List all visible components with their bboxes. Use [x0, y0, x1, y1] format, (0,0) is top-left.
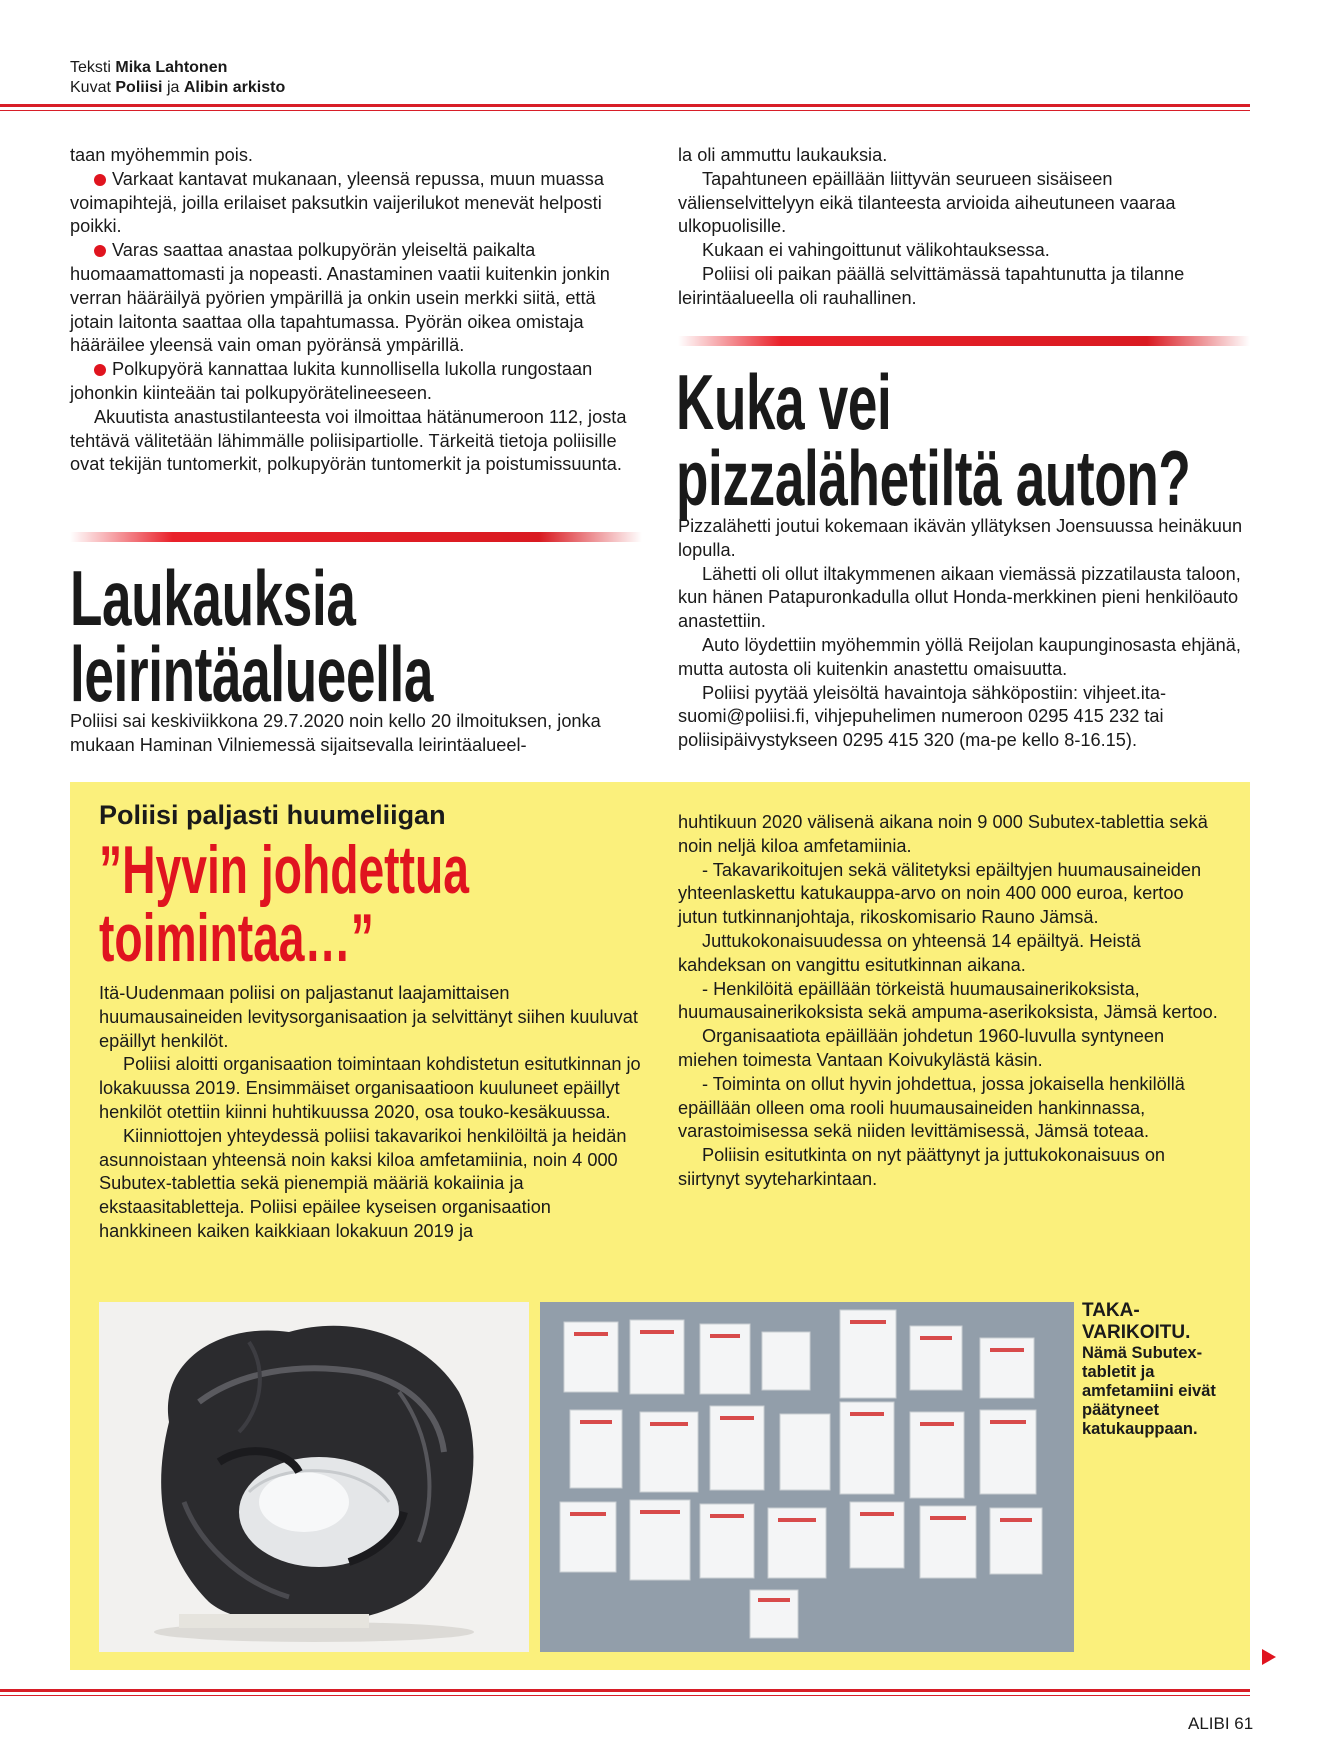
blister-packs-illustration [540, 1302, 1074, 1652]
headline-shots: Laukauksia leirintäalueella [70, 554, 434, 718]
drug-kicker: Poliisi paljasti huumeliigan [99, 800, 446, 830]
drug-headline: ”Hyvin johdettua toimintaa…” [99, 832, 469, 976]
shots-continued: la oli ammuttu laukauksia. Tapahtuneen epäillään liittyvän seurueen sisäiseen välienselvittelyyn eikä tilanteesta arvioida aiheutuneen vaaraa ulkopuolisille. Kukaan ei vahingoittunut välikohtauksessa. Poliisi oli paikan päällä selvittämässä tapahtunutta ja tilanne leirintäalueella oli rauhallinen. [678, 145, 1185, 308]
byline [70, 58, 285, 98]
continue-arrow-icon [1262, 1649, 1276, 1665]
bullet-icon [94, 364, 106, 376]
bullet-icon [94, 174, 106, 186]
photo-amphetamine-bag [99, 1302, 529, 1652]
left-column-text [70, 144, 642, 477]
text-credit: Teksti Mika Lahtonen [70, 59, 228, 76]
photo-caption: TAKA- VARIKOITU. Nämä Subutex-tabletit ja amfetamiini eivät päätyneet katukauppaan. [1082, 1300, 1216, 1438]
closing-paragraph: Akuutista anastustilanteesta voi ilmoittaa hätänumeroon 112, josta tehtävä välitetään lähimmälle poliisipartiolle. Tärkeitä tietoja poliisille ovat tekijän tuntomerkit, polkupyörän tuntomerkit ja poistumissuunta. [70, 406, 627, 475]
drug-body-right: huhtikuun 2020 välisenä aikana noin 9 000 Subutex-tablettia sekä noin neljä kiloa amfetamiinia. - Takavarikoitujen sekä välitetyksi epäiltyjen huumausaineiden yhteenlaskettu katukauppa-arvo on noin 400 000 euroa, kertoo jutun tutkinnanjohtaja, rikoskomisario Rauno Jämsä. Juttukokonaisuudessa on yhteensä 14 epäiltyä. Heistä kahdeksan on vangittu esitutkinnan aikana. - Henkilöitä epäillään törkeistä huumausainerikoksista, huumausainerikoksista sekä ampuma-aserikoksista, Jämsä kertoo. Organisaatiota epäillään johdetun 1960-luvulla syntyneen miehen toimesta Vantaan Koivukylästä käsin. - Toiminta on ollut hyvin johdettua, jossa jokaisella henkilöllä epäillään olleen oma rooli huumausaineiden hankinnassa, varastoimisessa sekä niiden levittämisessä, Jämsä toteaa. Poliisin esitutkinta on nyt päättynyt ja juttukokonaisuus on siirtynyt syyteharkintaan. [678, 812, 1218, 1189]
author-name: Mika Lahtonen [115, 59, 228, 76]
top-rule [0, 104, 1250, 107]
photo-subutex-tablets [540, 1302, 1074, 1652]
bottom-rule [0, 1689, 1250, 1692]
trash-bag-illustration [99, 1302, 529, 1652]
top-rule-thin [0, 110, 1250, 111]
intro-line: taan myöhemmin pois. [70, 145, 253, 165]
section-divider [678, 336, 1250, 346]
headline-pizza: Kuka vei pizzalähetiltä auton? [676, 358, 1191, 522]
section-divider [70, 532, 642, 542]
pizza-body: Pizzalähetti joutui kokemaan ikävän yllätyksen Joensuussa heinäkuun lopulla. Lähetti oli ollut iltakymmenen aikaan viemässä pizzatilausta taloon, kun hänen Patapuronkadulla ollut Honda-merkkinen pieni henkilöauto anastettiin. Auto löydettiin myöhemmin yöllä Reijolan kaupunginosasta ehjänä, mutta autosta oli kuitenkin anastettu omaisuutta. Poliisi pyytää yleisöltä havaintoja sähköpostiin: vihjeet.ita-suomi@poliisi.fi, vihjepuhelimen numeroon 0295 415 232 tai poliisipäivystykseen 0295 415 320 (ma-pe kello 8-16.15). [678, 516, 1243, 751]
page-number: ALIBI 61 [1188, 1714, 1254, 1733]
bottom-rule-thin [0, 1695, 1250, 1696]
bullet-item: Polkupyörä kannattaa lukita kunnollisella lukolla rungostaan johonkin kiinteään tai polkupyörätelineeseen. [70, 359, 593, 403]
bullet-item: Varas saattaa anastaa polkupyörän yleiseltä paikalta huomaamattomasti ja nopeasti. Anastaminen vaatii kuitenkin jonkin verran hääräilyä pyörien ympärillä ja onkin usein merkki siitä, että jotain laitonta saattaa olla tapahtumassa. Pyörän oikea omistaja hääräilee yleensä vain oman pyöränsä ympärillä. [70, 240, 610, 356]
bullet-item: Varkaat kantavat mukanaan, yleensä repussa, muun muassa voimapihtejä, joilla erilaiset paksutkin vaijerilukot menevät helposti poikki. [70, 168, 605, 237]
shots-lead: Poliisi sai keskiviikkona 29.7.2020 noin kello 20 ilmoituksen, jonka mukaan Haminan Vilniemessä sijaitsevalla leirintäalueel- [70, 711, 601, 755]
drug-body-left: Itä-Uudenmaan poliisi on paljastanut laajamittaisen huumausaineiden levitysorganisaation ja selvittänyt siihen kuuluvat epäillyt henkilöt. Poliisi aloitti organisaation toimintaan kohdistetun esitutkinnan jo lokakuussa 2019. Ensimmäiset organisaatioon kuuluneet epäillyt henkilöt otettiin kiinni huhtikuussa 2020, osa touko-kesäkuussa. Kiinniottojen yhteydessä poliisi takavarikoi henkilöiltä ja heidän asunnoistaan yhteensä noin kaksi kiloa amfetamiinia, noin 4 000 Subutex-tablettia sekä pienempiä määriä kokaiinia ja ekstaasitabletteja. Poliisi epäilee kyseisen organisaation hankkineen kaiken kaikkiaan lokakuun 2019 ja [99, 983, 641, 1241]
photo-credit: Kuvat Poliisi ja Alibin arkisto [70, 79, 286, 96]
bullet-icon [94, 245, 106, 257]
